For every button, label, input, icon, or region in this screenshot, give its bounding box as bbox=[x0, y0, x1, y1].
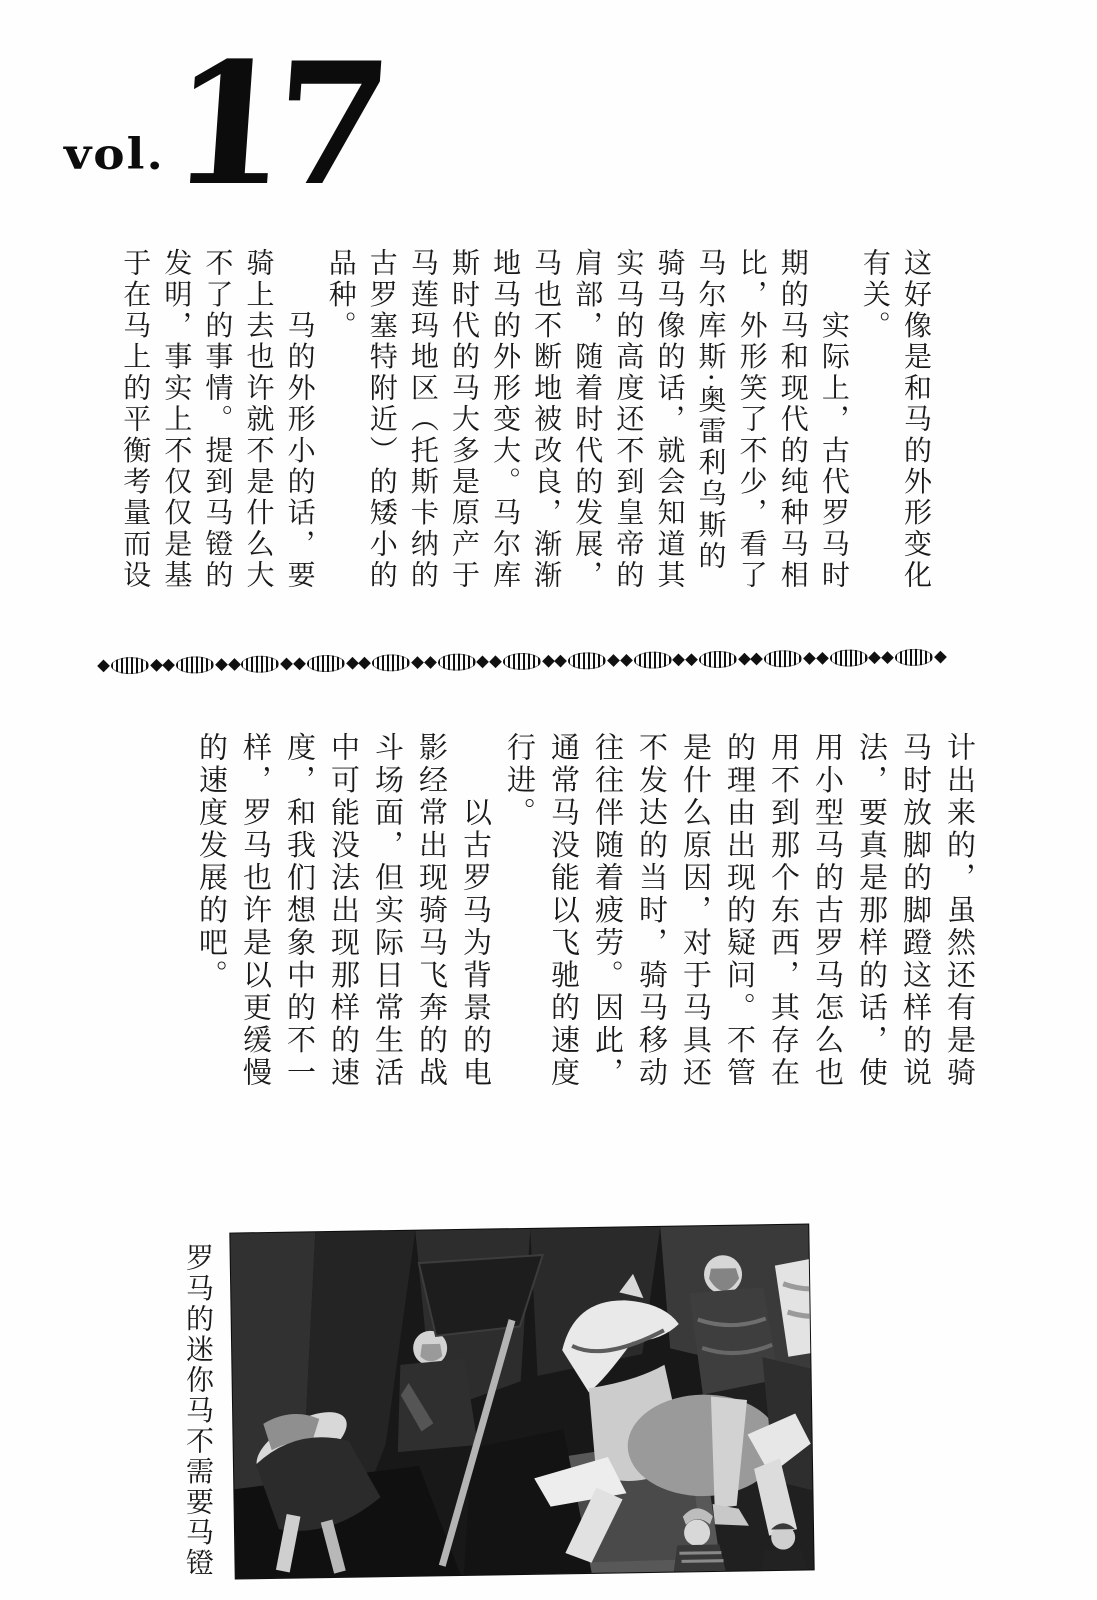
striped-lens-ornament bbox=[568, 652, 606, 669]
text-column: 实马的高度还不到皇帝的 bbox=[612, 248, 646, 592]
striped-lens-ornament bbox=[176, 656, 214, 673]
text-column: 斯时代的马大多是原产于 bbox=[447, 248, 481, 592]
diamond-ornament bbox=[215, 658, 228, 671]
text-column: 这好像是和马的外形变化 bbox=[900, 248, 933, 592]
diamond-ornament bbox=[803, 652, 816, 665]
diamond-ornament bbox=[881, 651, 894, 664]
text-column: 马莲玛地区（托斯卡纳的 bbox=[406, 248, 440, 592]
relief-photo bbox=[230, 1224, 813, 1578]
diamond-ornament bbox=[607, 654, 620, 667]
text-column: 骑马像的话，就会知道其 bbox=[653, 248, 687, 592]
striped-lens-ornament bbox=[895, 648, 933, 665]
text-column: 行进。 bbox=[503, 732, 537, 830]
diamond-ornament bbox=[751, 652, 764, 665]
diamond-ornament bbox=[162, 658, 175, 671]
diamond-ornament bbox=[672, 653, 685, 666]
text-column: 通常马没能以飞驰的速度 bbox=[547, 732, 581, 1090]
text-column: 肩部，随着时代的发展， bbox=[571, 248, 605, 592]
diamond-ornament bbox=[150, 658, 163, 671]
striped-lens-ornament bbox=[111, 656, 149, 673]
text-column: 实际上，古代罗马时 bbox=[817, 248, 851, 592]
text-column: 往往伴随着疲劳。因此， bbox=[591, 732, 625, 1090]
diamond-ornament bbox=[280, 657, 293, 670]
volume-number: 17 bbox=[164, 25, 384, 223]
text-column: 是什么原因，对于马具还 bbox=[679, 732, 713, 1090]
text-column: 用小型马的古罗马怎么也 bbox=[811, 732, 845, 1090]
striped-lens-ornament bbox=[372, 654, 410, 671]
text-column: 骑上去也许就不是什么大 bbox=[242, 248, 276, 592]
text-column: 马尔库斯·奥雷利乌斯的 bbox=[694, 248, 728, 573]
text-column: 法，要真是那样的话，使 bbox=[855, 732, 889, 1090]
text-column: 度，和我们想象中的不一 bbox=[283, 732, 317, 1090]
striped-lens-ornament bbox=[503, 652, 541, 669]
text-column: 马也不断地被改良，渐渐 bbox=[530, 248, 564, 592]
diamond-ornament bbox=[816, 651, 829, 664]
text-column: 的理由出现的疑问。不管 bbox=[723, 732, 757, 1090]
diamond-ornament bbox=[934, 650, 947, 663]
diamond-ornament bbox=[411, 656, 424, 669]
text-column: 的速度发展的吧。 bbox=[195, 732, 229, 992]
text-column: 有关。 bbox=[858, 248, 892, 342]
text-column: 影经常出现骑马飞奔的战 bbox=[415, 732, 449, 1090]
text-column: 马时放脚的脚蹬这样的说 bbox=[899, 732, 933, 1090]
diamond-ornament bbox=[293, 657, 306, 670]
text-column: 期的马和现代的纯种马相 bbox=[776, 248, 810, 592]
striped-lens-ornament bbox=[699, 650, 737, 667]
diamond-ornament bbox=[620, 654, 633, 667]
text-column: 古罗塞特附近）的矮小的 bbox=[365, 248, 399, 592]
striped-lens-ornament bbox=[829, 649, 867, 666]
diamond-ornament bbox=[542, 654, 555, 667]
text-column: 计出来的，虽然还有是骑 bbox=[943, 732, 977, 1090]
diamond-ornament bbox=[97, 659, 110, 672]
diamond-ornament bbox=[476, 655, 489, 668]
diamond-ornament bbox=[685, 653, 698, 666]
text-column: 发明，事实上不仅仅是基 bbox=[160, 248, 194, 592]
article-block-bottom bbox=[190, 732, 982, 1092]
diamond-ornament bbox=[489, 655, 502, 668]
diamond-ornament bbox=[868, 651, 881, 664]
volume-logo bbox=[64, 25, 391, 223]
photo-caption: 罗马的迷你马不需要马镫 bbox=[182, 1243, 215, 1579]
striped-lens-ornament bbox=[633, 651, 671, 668]
striped-lens-ornament bbox=[437, 653, 475, 670]
relief-photo-art bbox=[230, 1224, 813, 1578]
article-block-top bbox=[115, 248, 937, 594]
text-column: 中可能没法出现那样的速 bbox=[327, 732, 361, 1090]
diamond-ornament bbox=[228, 658, 241, 671]
text-column: 斗场面，但实际日常生活 bbox=[371, 732, 405, 1090]
volume-label: vol. bbox=[64, 128, 165, 180]
text-column: 比，外形笑了不少，看了 bbox=[735, 248, 769, 592]
diamond-ornament bbox=[346, 656, 359, 669]
text-column: 以古罗马为背景的电 bbox=[459, 732, 493, 1090]
text-column: 不发达的当时，骑马移动 bbox=[635, 732, 669, 1090]
diamond-ornament bbox=[424, 656, 437, 669]
striped-lens-ornament bbox=[764, 650, 802, 667]
striped-lens-ornament bbox=[307, 654, 345, 671]
diamond-ornament bbox=[555, 654, 568, 667]
diamond-ornament bbox=[359, 656, 372, 669]
text-column: 用不到那个东西，其存在 bbox=[767, 732, 801, 1090]
ornament-divider bbox=[98, 646, 946, 677]
text-column: 地马的外形变大。马尔库 bbox=[489, 248, 523, 592]
diamond-ornament bbox=[738, 652, 751, 665]
striped-lens-ornament bbox=[241, 655, 279, 672]
text-column: 于在马上的平衡考量而设 bbox=[119, 248, 153, 592]
text-column: 样，罗马也许是以更缓慢 bbox=[239, 732, 273, 1090]
text-column: 品种。 bbox=[324, 248, 358, 342]
text-column: 不了的事情。提到马镫的 bbox=[201, 248, 235, 592]
text-column: 马的外形小的话，要 bbox=[283, 248, 317, 592]
